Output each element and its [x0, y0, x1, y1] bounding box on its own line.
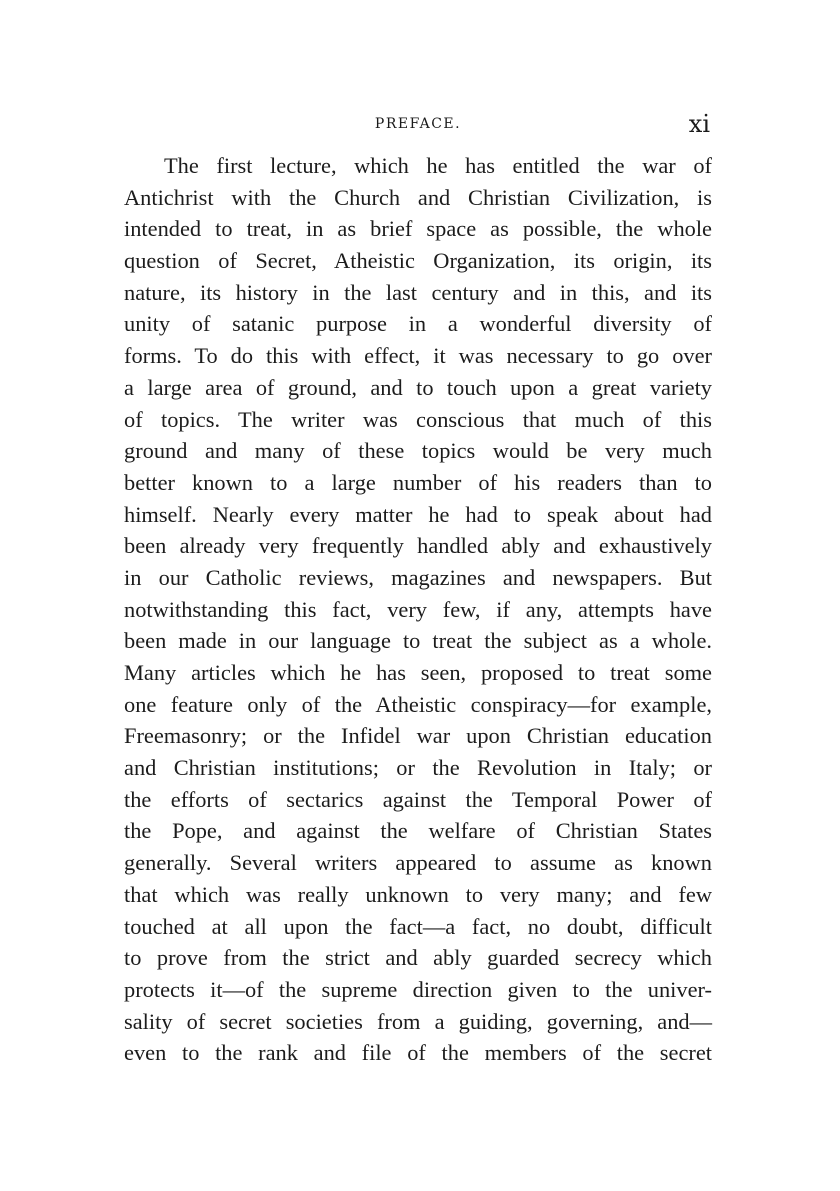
text-line: the efforts of sectarics against the Temporal Power of: [124, 786, 712, 812]
text-line: been made in our language to treat the subject as a whole.: [124, 628, 712, 654]
text-line: The first lecture, which he has entitled the war of: [164, 153, 712, 178]
text-line: Antichrist with the Church and Christian Civilization, is: [124, 184, 712, 210]
text-line: protects it—of the supreme direction given to the univer-: [124, 976, 712, 1002]
text-line: even to the rank and file of the members of the secret: [124, 1040, 712, 1066]
text-line: one feature only of the Atheistic conspiracy—for example,: [124, 691, 712, 717]
running-head: PREFACE.: [374, 116, 462, 132]
text-line: and Christian institutions; or the Revolution in Italy; or: [124, 755, 712, 781]
text-line: himself. Nearly every matter he had to speak about had: [124, 501, 712, 527]
text-line: of topics. The writer was conscious that much of this: [124, 406, 712, 432]
text-line: ground and many of these topics would be very much: [124, 438, 712, 464]
text-line: question of Secret, Atheistic Organization, its origin, its: [124, 248, 712, 274]
text-line: better known to a large number of his readers than to: [124, 469, 712, 495]
page-header: [124, 110, 712, 140]
text-line: been already very frequently handled ably and exhaustively: [124, 533, 712, 559]
text-line: notwithstanding this fact, very few, if any, attempts have: [124, 596, 712, 622]
text-line: intended to treat, in as brief space as possible, the whole: [124, 216, 712, 242]
text-line: in our Catholic reviews, magazines and newspapers. But: [124, 564, 712, 590]
text-line: sality of secret societies from a guiding, governing, and—: [124, 1008, 712, 1034]
text-line: Freemasonry; or the Infidel war upon Christian education: [124, 723, 712, 749]
text-line: generally. Several writers appeared to assume as known: [124, 850, 712, 876]
page-number: xi: [688, 110, 710, 138]
text-line: Many articles which he has seen, proposed to treat some: [124, 660, 712, 685]
text-line: forms. To do this with effect, it was necessary to go over: [124, 343, 712, 369]
text-line: the Pope, and against the welfare of Christian States: [124, 818, 712, 844]
text-line: unity of satanic purpose in a wonderful diversity of: [124, 311, 712, 337]
text-line: touched at all upon the fact—a fact, no doubt, difficult: [124, 913, 712, 939]
text-line: nature, its history in the last century and in this, and its: [124, 279, 712, 305]
text-line: to prove from the strict and ably guarded secrecy which: [124, 945, 712, 971]
body-text: [124, 150, 712, 1069]
text-line: that which was really unknown to very many; and few: [124, 881, 712, 907]
text-line: a large area of ground, and to touch upon a great variety: [124, 374, 712, 400]
